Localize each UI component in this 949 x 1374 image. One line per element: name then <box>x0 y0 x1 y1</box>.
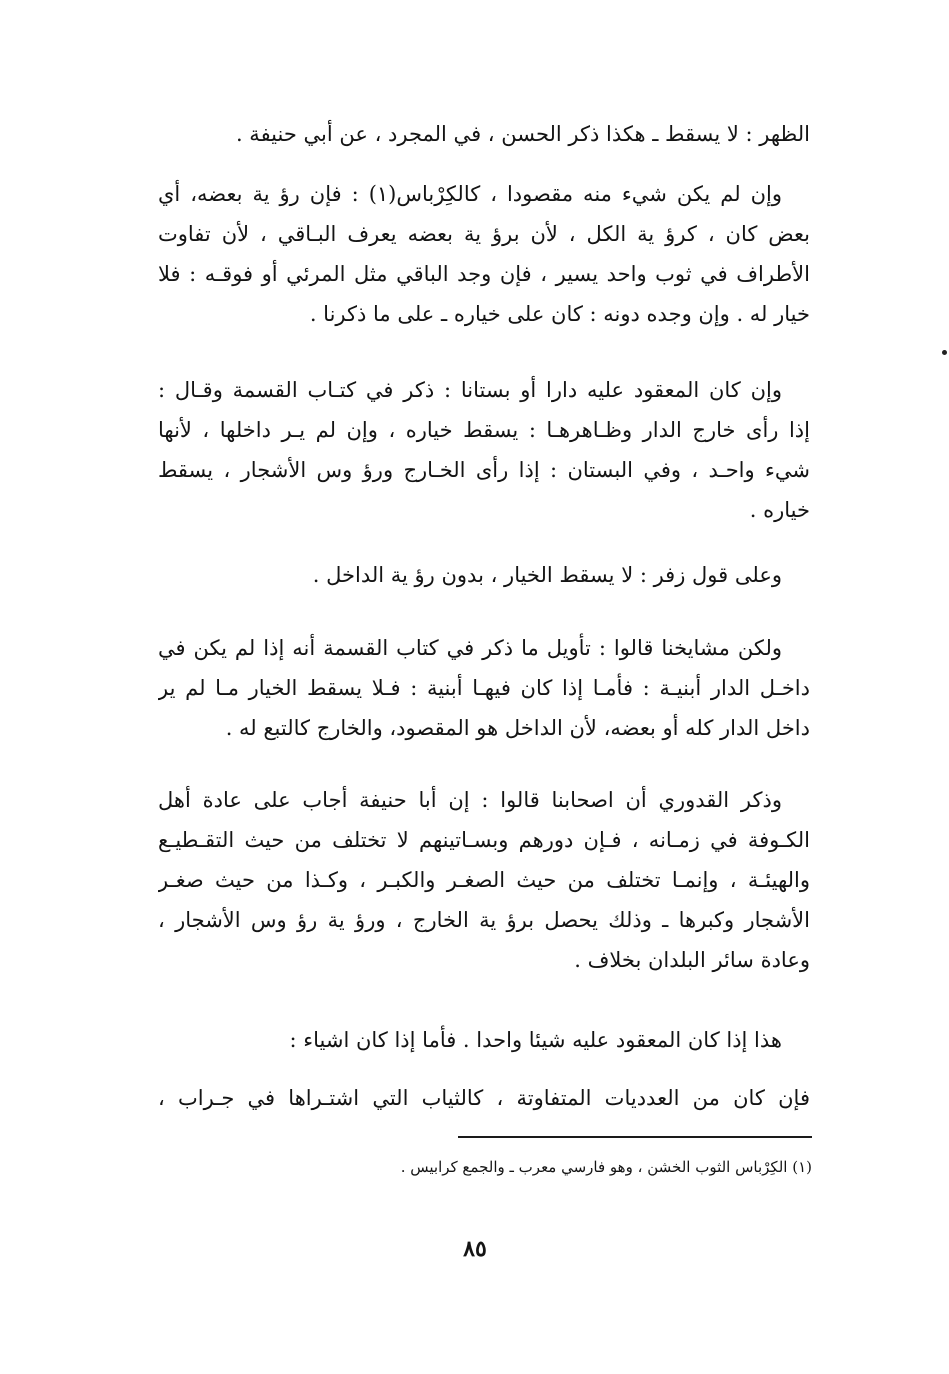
page-number: ٨٥ <box>463 1236 487 1262</box>
footnote-separator <box>458 1136 812 1138</box>
paragraph-7 <box>158 1020 810 1060</box>
text-line: الكـوفة في زمـانه ، فـإن دورهم وبسـاتينهم لا تختلف من حيث التقـطيـع <box>158 828 810 852</box>
text-line: وإن كان المعقود عليه دارا أو بستانا : ذكر في كتـاب القسمة وقـال : <box>158 378 782 402</box>
text-line: هذا إذا كان المعقود عليه شيئا واحدا . فأما إذا كان اشياء : <box>289 1028 782 1052</box>
paragraph-4 <box>158 555 810 595</box>
paragraph-1 <box>158 114 810 154</box>
text-line: وعلى قول زفر : لا يسقط الخيار ، بدون رؤ ية الداخل . <box>312 563 782 587</box>
text-line: الأطراف في ثوب واحد يسير ، فإن وجد الباقي مثل المرئي أو فوقـه : فلا <box>158 262 810 286</box>
text-line: إذا رأى خارج الدار وظـاهرهـا : يسقط خياره ، وإن لم يـر داخلها ، لأنها <box>158 418 810 442</box>
text-line: فإن كان من العدديات المتفاوتة ، كالثياب التي اشتـراها في جـراب ، <box>158 1086 810 1110</box>
text-line: ولكن مشايخنا قالوا : تأويل ما ذكر في كتاب القسمة أنه إذا لم يكن في <box>158 636 782 660</box>
text-line: وإن لم يكن شيء منه مقصودا ، كالكِرْباس(١) : فإن رؤ ية بعضه، أي <box>158 182 782 206</box>
text-line: وذكر القدوري أن اصحابنا قالوا : إن أبا حنيفة أجاب على عادة أهل <box>158 788 782 812</box>
footnote: (١) الكِرْباس الثوب الخشن ، وهو فارسي معرب ـ والجمع كرابيس . <box>400 1158 812 1176</box>
text-line: شيء واحـد ، وفي البستان : إذا رأى الخـارج ورؤ وس الأشجار ، يسقط <box>158 458 810 482</box>
text-line: خياره . <box>749 498 810 522</box>
paragraph-5 <box>158 628 810 748</box>
scan-mark <box>942 350 947 355</box>
paragraph-2 <box>158 174 810 334</box>
text-line: الظهر : لا يسقط ـ هكذا ذكر الحسن ، في المجرد ، عن أبي حنيفة . <box>235 122 810 146</box>
paragraph-6 <box>158 780 810 980</box>
paragraph-3 <box>158 370 810 530</box>
text-line: داخل الدار كله أو بعضه، لأن الداخل هو المقصود، والخارج كالتبع له . <box>225 716 810 740</box>
text-line: الأشجار وكبرها ـ وذلك يحصل برؤ ية الخارج ، ورؤ ية رؤ وس الأشجار ، <box>158 908 810 932</box>
text-line: داخـل الدار أبنيـة : فأمـا إذا كان فيهـا أبنية : فـلا يسقط الخيار مـا لم ير <box>158 676 810 700</box>
paragraph-8 <box>158 1078 810 1118</box>
text-line: بعض كان ، كرؤ ية الكل ، لأن برؤ ية بعضه يعرف البـاقي ، لأن تفاوت <box>158 222 810 246</box>
text-line: خيار له . وإن وجده دونه : كان على خياره ـ على ما ذكرنا . <box>309 302 810 326</box>
text-line: والهيئـة ، وإنمـا تختلف من حيث الصغـر والكبـر ، وكـذا من حيث صغـر <box>158 868 810 892</box>
text-line: وعادة سائر البلدان بخلاف . <box>574 948 810 972</box>
